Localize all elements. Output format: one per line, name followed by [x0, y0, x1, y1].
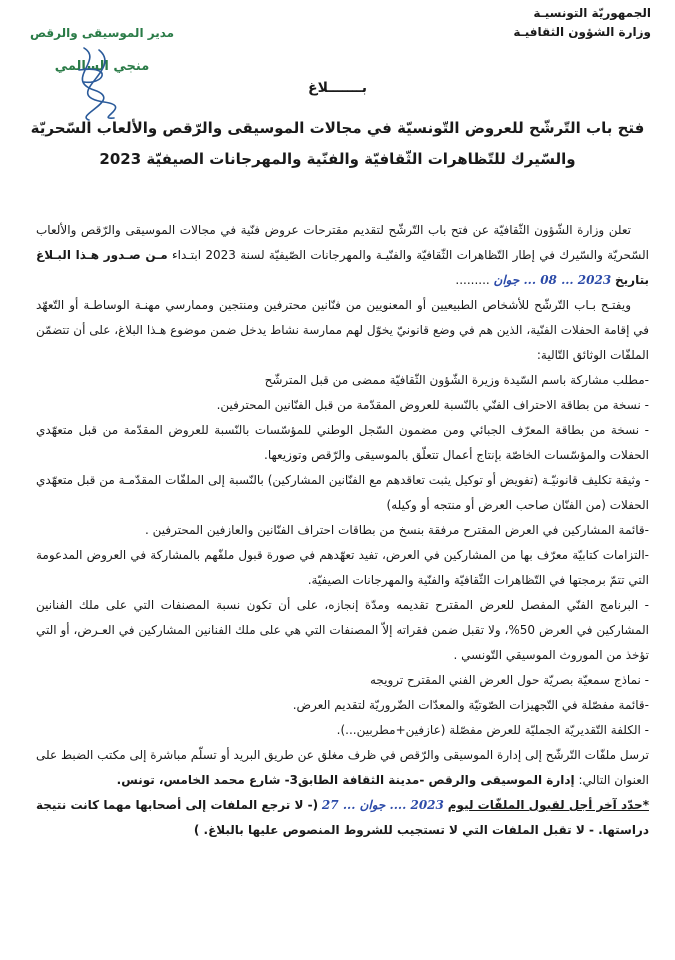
submission-text: ترسل ملفّات التّرشّح إلى إدارة الموسيقى والرّقص في ظرف مغلق عن طريق البريد أو تسلّم مباشرة إلى مكتب الضبط على العنوان التالي:	[36, 748, 649, 787]
announcement-title: بـــــــلاغ	[308, 80, 367, 96]
deadline-date: 2023 .... جوان ... 27	[321, 798, 444, 812]
intro-paragraph-2: ويفتـح بـاب التّرشّح للأشخاص الطبيعيين أو المعنويين من فنّانين محترفين ومنتجين وممارسي مهنـة الوساطـة أو التّعهّد في إقامة الحفلات الفنّية، الذين هم في وضع قانونيّ يخوّل لهم ممارسة نشاط يدخل ضمن موضوع هـذا البلاغ، على أن تتضمّن الملفّات الوثائق التّالية:	[36, 298, 649, 362]
document-item: - نسخة من بطاقة المعرّف الجبائي ومن مضمون السّجل الوطني للمؤسّسات بالنّسبة للعروض المقدّمة من قبل متعهّدي الحفلات والمؤسّسات الخاصّة بإنتاج أعمال تتعلّق بالموسيقى والرّقص وتوزيعها.	[36, 423, 649, 462]
deadline-label: *حدّد آخر أجل لقبول الملفّات ليوم	[447, 798, 649, 812]
publication-date: 2023 ... 08 ... جوان	[493, 273, 612, 287]
subtitle-line-2: والسّيرك للتّظاهرات الثّقافيّة والفنّية والمهرجانات الصيفيّة 2023	[99, 150, 576, 168]
intro-paragraph-1: تعلن وزارة الشّؤون الثّقافيّة عن فتح باب التّرشّح لتقديم مقترحات عروض فنّية في مجالات الموسيقى والرّقص والألعاب السّحريّة والسّيرك في إطار التّظاهرات الثّقافيّة والفنّيـة والمهرجانات الصّيفيّة لسنة 2023 ابتـداء مـن صـدور هـذا البـلاغ بتاريخ 2023 ... 08 ... جوان .........	[36, 223, 649, 287]
document-item: - وثيقة تكليف قانونيّـة (تفويض أو توكيل يثبت تعاقدهم مع الفنّانين المشاركين) بالنّسبة إلى الملفّات المقدّمـة من قبل متعهّدي الحفلات (من الفنّان صاحب العرض أو منتجه أو وكيله)	[36, 473, 649, 512]
document-item: - البرنامج الفنّي المفصل للعرض المقترح تقديمه ومدّة إنجازه، على أن تكون نسبة المصنفات التي على ملك الفنانين المشاركين في العرض 50%، ولا تقبل ضمن فقراته إلاّ المصنفات التي هي على ملك الفنانين المشاركين في العـرض، أو التي تؤخذ من الموروث الموسيقي التّونسي .	[36, 598, 649, 662]
document-item: -مطلب مشاركة باسم السّيدة وزيرة الشّؤون الثّقافيّة ممضى من قبل المترشّح	[264, 373, 649, 387]
submission-address: إدارة الموسيقى والرقص -مدينة الثقافة الطابق3- شارع محمد الخامس، تونس.	[116, 773, 575, 787]
publication-date-prefix: مـن صـدور هـذا البـلاغ بتاريخ	[36, 248, 649, 287]
ministry-header	[471, 4, 651, 42]
document-item: - نسخة من بطاقة الاحتراف الفنّي بالنّسبة للعروض المقدّمة من قبل الفنّانين المحترفين.	[216, 398, 649, 412]
document-item: -التزامات كتابيّة معرّف بها من المشاركين في العرض، تفيد تعهّدهم في صورة قبول ملفّهم بالمشاركة في العروض المدعومة التي تتمّ برمجتها في التّظاهرات الثّقافيّة والفنّية والمهرجانات الصيفيّة.	[36, 548, 649, 587]
submission-paragraph	[36, 743, 649, 793]
deadline-paragraph	[36, 793, 649, 843]
subtitle-line-1: فتح باب التّرشّح للعروض التّونسيّة في مجالات الموسيقى والرّقص والألعاب السّحريّة	[30, 119, 645, 137]
director-title: مدير الموسيقى والرقص	[29, 26, 175, 40]
director-name: منجي السالمي	[54, 59, 150, 74]
document-item: -قائمة مفصّلة في التّجهيزات الصّوتيّة والمعدّات الضّروريّة لتقديم العرض.	[292, 698, 649, 712]
document-item: - نماذج سمعيّة بصريّة حول العرض الفني المقترح ترويجه	[369, 673, 649, 687]
document-item: -قائمة المشاركين في العرض المقترح مرفقة بنسخ من بطاقات احتراف الفنّانين والعازفين المحترفين .	[145, 523, 649, 537]
announcement-body	[36, 218, 649, 843]
announcement-subtitle	[30, 113, 645, 175]
ministry-label: وزارة الشؤون الثقافيـة	[513, 25, 651, 39]
deadline-note: (- لا ترجع الملفات إلى أصحابها مهما كانت نتيجة دراستها. - لا تقبل الملفات التي لا تستجيب للشروط المنصوص عليها بالبلاغ. )	[36, 798, 649, 837]
document-item: - الكلفة التّقديريّة الجمليّة للعرض مفصّلة (عازفين+مطربين...).	[336, 723, 649, 737]
republic-label: الجمهوريّة التونسيـة	[533, 6, 651, 20]
